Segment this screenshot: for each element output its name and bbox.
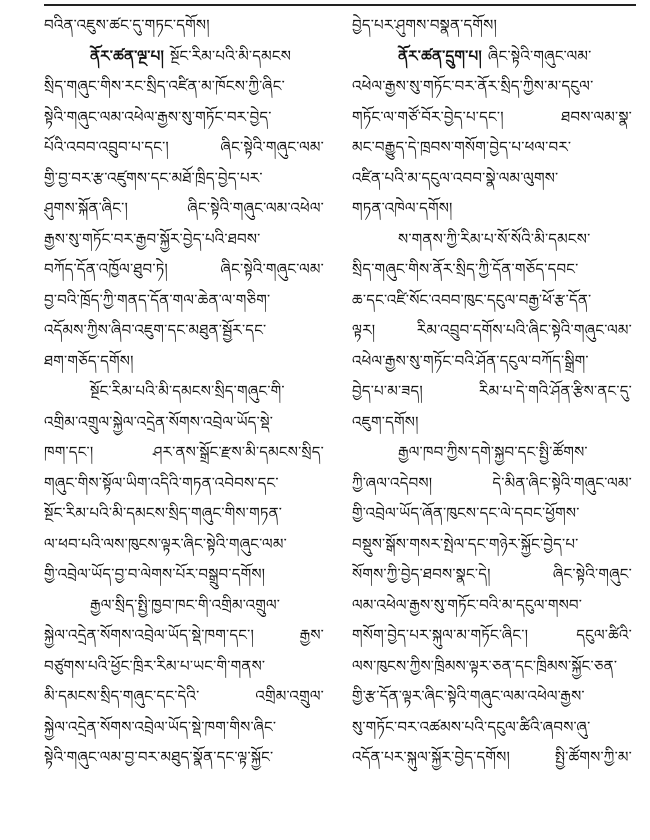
text-line: གྱི་འབྲེལ་ཡོད་བྱ་བ་ལེགས་པོར་བསྒྲུབ་དགོས། — [44, 565, 266, 583]
text-line: སུ་གཏོང་བར་འཚམས་པའི་དངུལ་ཚིའི་ཞབས་ཞུ་ — [352, 717, 591, 736]
text-line: ཀྱི་ཞལ་འདེབས། དེ་མིན་ཞིང་སྟེའི་གཞུང་ལམ་ — [352, 473, 632, 492]
text-line: འདོན་པར་སྐུལ་སྐྱོར་བྱེད་དགོས། སྤྱི་ཚོགས་ཀྱི་མ་ — [352, 748, 632, 766]
text-line: སོགས་ཀྱི་བྱེད་ཐབས་སྣང་དེ། ཞིང་སྟེའི་གཞུང་ — [352, 565, 632, 583]
text-line: ལྟར། རིམ་འབྲུབ་དགོས་པའི་ཞིང་སྟེའི་གཞུང་ལམ་ — [352, 321, 632, 339]
text-line: འཛིན་པའི་མ་དངུལ་འབབ་སྣེ་ལམ་ལུགས་ — [352, 168, 559, 187]
text-line: ལམ་འཕེལ་རྒྱས་སུ་གཏོང་བའི་མ་དངུལ་གསབ་ — [352, 595, 583, 614]
text-line: འགྲིམ་འགྲུལ་སྐྱེལ་འདྲེན་སོགས་འབྲེལ་ཡོད་སྡེ་ — [44, 412, 274, 431]
text-line: སྲིད་གཞུང་གིས་རང་སྲིད་འཛིན་མ་ཁོངས་ཀྱི་ཞིང་ — [44, 77, 285, 95]
text-line: འདོམས་ཀྱིས་ཞིབ་འཇུག་དང་མཐུན་སྦྱོར་དང་ — [44, 321, 267, 339]
article-text: ཞིང་སྟེའི་གཞུང་ལམ་ — [487, 46, 592, 65]
text-line: གྱི་རྩ་དོན་ལྟར་ཞིང་སྟེའི་གཞུང་ལམ་འཕེལ་རྒྱས་ — [352, 687, 585, 705]
article-number: ནོར་ཚན་དྲུག་པ། — [398, 46, 482, 65]
text-line: འཕེལ་རྒྱས་སུ་གཏོང་བའི་ཤོན་དངུལ་བཀོད་སྒྲིག་ — [352, 351, 589, 370]
text-line: འཇུག་དགོས། — [352, 412, 419, 431]
text-line: ལ་ཕབ་པའི་ལས་ཁུངས་ལྟར་ཞིང་སྟེའི་གཞུང་ལམ་ — [44, 534, 287, 553]
text-line: མང་བརྒྱུད་དེ་ཁྲབས་གསོག་བྱེད་པ་ཕལ་བར་ — [352, 138, 572, 156]
text-line: ཐག་གཅོད་དགོས། — [44, 351, 134, 370]
text-line: གཞུང་གིས་སྟོལ་ཡིག་འདིའི་གཏན་འབེབས་དང་ — [44, 473, 279, 492]
text-line: ས་གནས་ཀྱི་རིམ་པ་སོ་སོའི་མི་དམངས་ — [398, 229, 591, 248]
text-line: བཀོད་དོན་འཁྱོལ་ཐུབ་ཏེ། ཞིང་སྟེའི་གཞུང་ལམ་ — [44, 260, 324, 278]
text-line: གཏན་འཁེལ་དགོས། — [352, 199, 453, 217]
text-line: ཤུགས་སྐོན་ཞིང་། ཞིང་སྟེའི་གཞུང་ལམ་འཕེལ་ — [44, 199, 324, 217]
text-line: བསྡུས་སྒོས་གསར་སྤེལ་དང་གཉེར་སྐྱོང་བྱེད་པ་ — [352, 534, 579, 553]
text-line: གྱི་འབྲེལ་ཡོད་ཞོན་ཁུངས་དང་ལེ་དབང་ཕྱོགས་ — [352, 504, 580, 522]
text-line — [44, 41, 324, 72]
text-line: འཕེལ་རྒྱས་སུ་གཏོང་བར་ནོར་སྲིད་ཀྱིས་མ་དངུལ་ — [352, 77, 594, 95]
text-line: སྐྱེལ་འདྲེན་སོགས་འབྲེལ་ཡོད་སྡེ་ཁག་གིས་ཞིང་ — [44, 717, 277, 736]
text-line: སྐྱེལ་འདྲེན་སོགས་འབྲེལ་ཡོད་སྡེ་ཁག་དང་། རྒྱས་ — [44, 626, 324, 644]
text-line: སྔོང་རིམ་པའི་མི་དམངས་སྲིད་གཞུང་གིས་གཏན་ — [44, 504, 283, 522]
article-number: ནོར་ཚན་ལྔ་པ། — [90, 46, 164, 65]
text-line: ཁག་དང་། ཤར་ནས་སྒྲོང་རྫས་མི་དམངས་སྲིད་ — [44, 443, 324, 461]
text-line: བྱ་བའི་ཁྲོད་ཀྱི་གནད་དོན་གལ་ཆེན་ལ་གཅིག་ — [44, 290, 271, 309]
text-line: བཙུགས་པའི་ཕྱོང་ཁྲིར་རིམ་པ་ཡང་གི་གནས་ — [44, 656, 266, 675]
text-line: བའིན་འཇུས་ཚང་དུ་གཏང་དགོས། — [44, 16, 210, 34]
article-text: སྔོང་རིམ་པའི་མི་དམངས — [169, 46, 292, 65]
text-line: མི་དམངས་སྲིད་གཞུང་དང་དེའི་ འགྲིམ་འགྲུལ་ — [44, 687, 324, 705]
text-line: རྒྱས་སུ་གཏོང་བར་རྒྱབ་སྐྱོར་བྱེད་པའི་ཐབས་ — [44, 229, 261, 248]
text-line: བྱེད་པར་ཤུགས་བསྣན་དགོས། — [352, 16, 498, 34]
text-line: བྱེད་པ་མ་ཟད། རིམ་པ་དེ་གའི་ཤོན་རྩིས་ནང་དུ་ — [352, 382, 632, 400]
text-line: པོའི་འབབ་འབྲུབ་པ་དང་། ཞིང་སྟེའི་གཞུང་ལམ་ — [44, 138, 324, 156]
text-line: གསོག་བྱེད་པར་སྐུལ་མ་གཏོང་ཞིང་། དངུལ་ཚིའི་ — [352, 626, 632, 644]
left-column — [44, 10, 324, 773]
text-line: གཏོང་ལ་གཙོ་བོར་བྱེད་པ་དང་། ཐབས་ལམ་སྣ་ — [352, 107, 632, 126]
text-line: སྲིད་གཞུང་གིས་ནོར་སྲིད་ཀྱི་དོན་གཅོད་དབང་ — [352, 260, 579, 278]
right-column — [352, 10, 632, 773]
text-line: ཆ་དང་འཛི་སོང་འབབ་ཁུང་དངུལ་བརྒྱ་ཕོ་རྩ་དོན་ — [352, 290, 592, 309]
top-rule — [44, 4, 636, 6]
text-line: རྒྱལ་སྲིད་སྤྱི་ཁྱབ་ཁང་གི་འགྲིམ་འགྲུལ་ — [90, 595, 281, 614]
text-line: སྟེའི་གཞུང་ལམ་བྱ་བར་མཐུད་སྣོན་དང་ལྟ་སྐྱོང་ — [44, 748, 274, 766]
text-line — [352, 41, 632, 72]
text-line: གྱི་བྱ་བར་རྩ་འཛུགས་དང་མཐོ་ཁྲིད་བྱེད་པར་ — [44, 168, 263, 187]
text-line: སྟེའི་གཞུང་ལམ་འཕེལ་རྒྱས་སུ་གཏོང་བར་བྱེད་ — [44, 107, 272, 126]
text-line: རྒྱལ་ཁབ་ཀྱིས་དགེ་སྐྱབ་དང་སྤྱི་ཚོགས་ — [398, 443, 588, 461]
text-line: ལས་ཁུངས་ཀྱིས་ཁྲིམས་ལྟར་ཅན་དང་ཁྲིམས་སྐྱོང་ཅན་ — [352, 656, 618, 675]
text-line: སྔོང་རིམ་པའི་མི་དམངས་སྲིད་གཞུང་གི་ — [90, 382, 285, 400]
